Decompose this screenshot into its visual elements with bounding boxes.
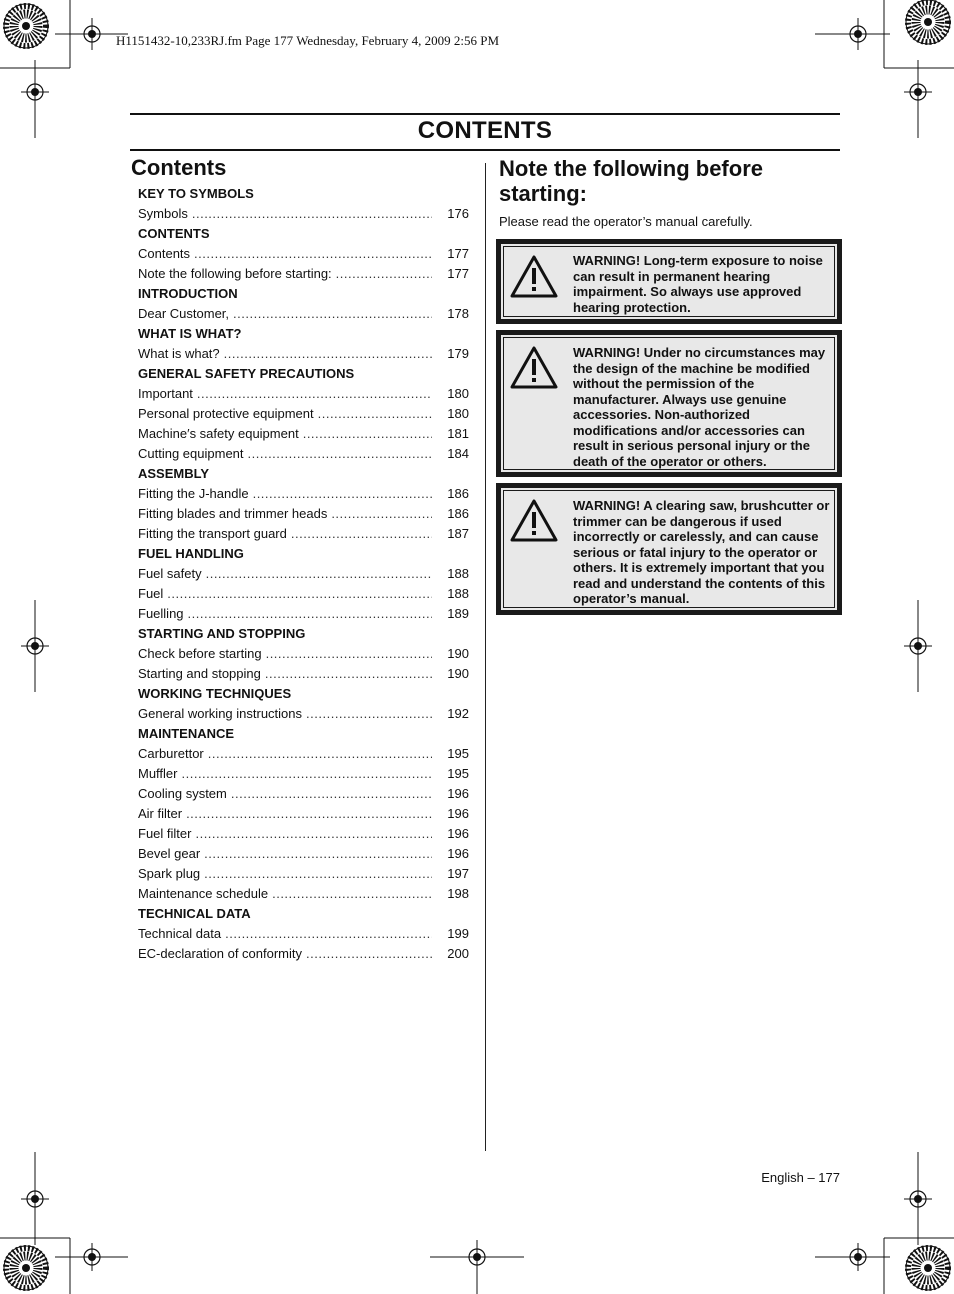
toc-dot-leader [195,824,432,844]
toc-dot-leader [331,504,432,524]
toc-dot-leader [225,924,432,944]
toc-dot-leader [186,804,432,824]
page-title: CONTENTS [417,117,553,144]
toc-entry [138,584,469,604]
toc-title: Technical data [138,926,222,941]
toc-entry [138,304,469,324]
toc-page-number: 200 [447,946,469,961]
toc-entry [138,384,469,404]
note-heading: Note the following before starting: [499,156,763,206]
toc-entry [138,424,469,444]
toc-section-heading [138,464,469,484]
toc-page-number: 176 [447,206,469,221]
toc-dot-leader [192,204,432,224]
toc-page-number: 178 [447,306,469,321]
banner-rule-bottom [130,149,840,151]
toc-entry [138,844,469,864]
toc-entry [138,784,469,804]
toc-title: Fuelling [138,606,184,621]
toc-section-heading [138,184,469,204]
toc-title: Note the following before starting: [138,266,332,281]
toc-title: Dear Customer, [138,306,230,321]
toc-section-heading [138,224,469,244]
warning-triangle-icon [509,345,559,391]
toc-title: KEY TO SYMBOLS [138,186,254,201]
toc-title: CONTENTS [138,226,210,241]
toc-section-heading [138,724,469,744]
toc-page-number: 190 [447,646,469,661]
toc-page-number: 196 [447,826,469,841]
toc-heading: Contents [131,155,227,180]
toc-page-number: 181 [447,426,469,441]
toc-title: Fuel filter [138,826,192,841]
toc-page-number: 186 [447,506,469,521]
toc-entry [138,664,469,684]
banner-rule-top [130,113,840,115]
toc-title: WORKING TECHNIQUES [138,686,292,701]
print-header: H1151432-10,233RJ.fm Page 177 Wednesday, February 4, 2009 2:56 PM [116,33,500,48]
page-footer: English – 177 [761,1170,840,1185]
toc-page-number: 177 [447,246,469,261]
toc-title: Maintenance schedule [138,886,269,901]
toc-page-number: 199 [447,926,469,941]
toc-title: Contents [138,246,191,261]
toc-dot-leader [204,864,432,884]
toc-title: Spark plug [138,866,201,881]
toc-section-heading [138,324,469,344]
toc-title: What is what? [138,346,220,361]
toc-title: MAINTENANCE [138,726,235,741]
toc-page-number: 195 [447,746,469,761]
toc-page-number: 186 [447,486,469,501]
toc-title: Fitting blades and trimmer heads [138,506,328,521]
note-intro: Please read the operator’s manual carefully. [499,214,753,229]
toc-title: Machine′s safety equipment [138,426,299,441]
toc-page-number: 196 [447,846,469,861]
toc-title: Fitting the J-handle [138,486,249,501]
toc-title: TECHNICAL DATA [138,906,251,921]
toc-title: Important [138,386,193,401]
toc-entry [138,264,469,284]
toc-title: WHAT IS WHAT? [138,326,242,341]
warning-box-dangerous-use [496,483,842,615]
toc-dot-leader [233,304,432,324]
toc-dot-leader [265,664,432,684]
toc-entry [138,764,469,784]
warning-text: WARNING! A clearing saw, brushcutter or trimmer can be dangerous if used incorrectly or carelessly, and can cause serious or fatal injury to the operator or others. It is extremely important that you read and understand the contents of this operator’s manual. [573,498,830,606]
toc-page-number: 184 [447,446,469,461]
toc-title: ASSEMBLY [138,466,210,481]
warning-triangle-icon [509,254,559,300]
warning-text: WARNING! Long-term exposure to noise can result in permanent hearing impairment. So always use approved hearing protection. [573,253,823,315]
toc-title: Check before starting [138,646,262,661]
toc-title: Personal protective equipment [138,406,314,421]
toc-dot-leader [197,384,432,404]
toc-title: EC-declaration of conformity [138,946,303,961]
toc-dot-leader [336,264,432,284]
toc-page-number: 179 [447,346,469,361]
toc-page-number: 187 [447,526,469,541]
toc-dot-leader [272,884,432,904]
toc-entry [138,804,469,824]
toc-dot-leader [303,424,432,444]
toc-dot-leader [224,344,432,364]
toc-dot-leader [188,604,432,624]
toc-section-heading [138,544,469,564]
toc-entry [138,644,469,664]
toc-section-heading [138,284,469,304]
toc-page-number: 188 [447,586,469,601]
toc-dot-leader [206,564,432,584]
toc-page-number: 177 [447,266,469,281]
toc-page-number: 192 [447,706,469,721]
toc-title: Muffler [138,766,178,781]
toc-dot-leader [194,244,432,264]
toc-title: GENERAL SAFETY PRECAUTIONS [138,366,355,381]
table-of-contents [138,184,469,964]
toc-dot-leader [306,704,432,724]
toc-title: Fuel safety [138,566,202,581]
toc-entry [138,824,469,844]
toc-page-number: 189 [447,606,469,621]
toc-title: General working instructions [138,706,303,721]
toc-entry [138,884,469,904]
toc-dot-leader [204,844,432,864]
toc-entry [138,524,469,544]
toc-page-number: 180 [447,386,469,401]
toc-entry [138,404,469,424]
toc-entry [138,564,469,584]
toc-entry [138,444,469,464]
toc-page-number: 197 [447,866,469,881]
toc-entry [138,484,469,504]
toc-title: Fuel [138,586,164,601]
toc-entry [138,204,469,224]
toc-dot-leader [182,764,433,784]
toc-title: Symbols [138,206,188,221]
toc-page-number: 196 [447,806,469,821]
toc-dot-leader [248,444,432,464]
toc-dot-leader [253,484,432,504]
warning-box-noise [496,239,842,324]
toc-title: FUEL HANDLING [138,546,244,561]
toc-entry [138,944,469,964]
toc-title: Cutting equipment [138,446,244,461]
toc-entry [138,504,469,524]
toc-page-number: 190 [447,666,469,681]
toc-dot-leader [231,784,432,804]
toc-entry [138,244,469,264]
toc-page-number: 188 [447,566,469,581]
toc-title: Carburettor [138,746,204,761]
toc-dot-leader [306,944,432,964]
warning-text: WARNING! Under no circumstances may the design of the machine be modified without the permission of the manufacturer. Always use genuine accessories. Non-authorized modifications and/or accessories can result in serious personal injury or the death of the operator or others. [573,345,826,469]
toc-dot-leader [208,744,432,764]
toc-page-number: 196 [447,786,469,801]
toc-entry [138,924,469,944]
toc-dot-leader [266,644,432,664]
toc-title: Fitting the transport guard [138,526,287,541]
toc-dot-leader [167,584,432,604]
warning-box-modification [496,330,842,477]
toc-dot-leader [318,404,432,424]
toc-section-heading [138,684,469,704]
toc-page-number: 180 [447,406,469,421]
toc-title: Starting and stopping [138,666,261,681]
toc-title: Air filter [138,806,183,821]
toc-page-number: 198 [447,886,469,901]
toc-entry [138,344,469,364]
toc-entry [138,864,469,884]
toc-page-number: 195 [447,766,469,781]
column-divider [485,163,486,1151]
toc-entry [138,744,469,764]
toc-entry [138,704,469,724]
toc-title: STARTING AND STOPPING [138,626,306,641]
toc-section-heading [138,364,469,384]
toc-title: INTRODUCTION [138,286,238,301]
toc-dot-leader [291,524,432,544]
toc-section-heading [138,624,469,644]
toc-title: Bevel gear [138,846,201,861]
toc-title: Cooling system [138,786,227,801]
toc-section-heading [138,904,469,924]
warning-triangle-icon [509,498,559,544]
toc-entry [138,604,469,624]
